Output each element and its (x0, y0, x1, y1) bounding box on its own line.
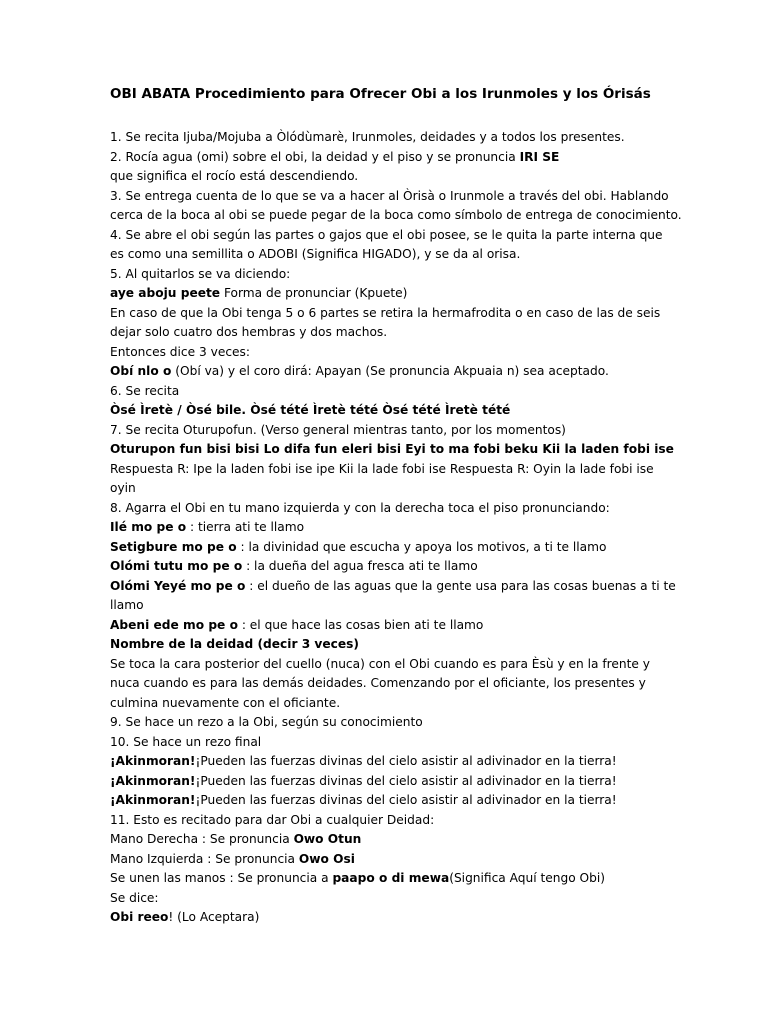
text-line: En caso de que la Obi tenga 5 o 6 partes se retira la hermafrodita o en caso de las de seis (110, 305, 661, 320)
text-line: Nombre de la deidad (decir 3 veces) (110, 637, 359, 651)
text-line: 7. Se recita Oturupofun. (Verso general mientras tanto, por los momentos) (110, 422, 566, 437)
text-line: Olómi Yeyé mo pe o : el dueño de las aguas que la gente usa para las cosas buenas a ti te (110, 578, 676, 593)
text-line: Mano Derecha : Se pronuncia Owo Otun (110, 832, 362, 846)
text-line: nuca cuando es para las demás deidades. Comenzando por el oficiante, los presentes y (110, 676, 646, 690)
text-line: 3. Se entrega cuenta de lo que se va a hacer al Òrisà o Irunmole a través del obi. Hablando (110, 188, 669, 203)
text-line: 2. Rocía agua (omi) sobre el obi, la deidad y el piso y se pronuncia IRI SE (110, 149, 560, 164)
text-line: Se toca la cara posterior del cuello (nuca) con el Obi cuando es para Èsù y en la frente y (110, 656, 650, 671)
text-line: 5. Al quitarlos se va diciendo: (110, 266, 291, 281)
text-line: ¡Akinmoran!¡Pueden las fuerzas divinas del cielo asistir al adivinador en la tierra! (110, 773, 617, 788)
text-line: cerca de la boca al obi se puede pegar de la boca como símbolo de entrega de conocimiento. (110, 208, 682, 222)
text-line: 4. Se abre el obi según las partes o gajos que el obi posee, se le quita la parte interna que (110, 227, 663, 242)
text-line: Setigbure mo pe o : la divinidad que escucha y apoya los motivos, a ti te llamo (110, 539, 607, 554)
text-line: ¡Akinmoran!¡Pueden las fuerzas divinas del cielo asistir al adivinador en la tierra! (110, 793, 617, 807)
text-line: Se unen las manos : Se pronuncia a paapo o di mewa(Significa Aquí tengo Obi) (110, 871, 606, 885)
text-line: aye aboju peete Forma de pronunciar (Kpuete) (110, 286, 408, 300)
text-line: Oturupon fun bisi bisi Lo difa fun eleri bisi Eyi to ma fobi beku Kii la laden fobi ise (110, 442, 674, 456)
text-line: dejar solo cuatro dos hembras y dos machos. (110, 325, 388, 339)
text-line: culmina nuevamente con el oficiante. (110, 695, 341, 710)
text-line: 1. Se recita Ijuba/Mojuba a Òlódùmarè, Irunmoles, deidades y a todos los presentes. (110, 130, 625, 144)
text-line: Mano Izquierda : Se pronuncia Owo Osi (110, 851, 355, 866)
text-line: Se dice: (110, 890, 159, 905)
text-line: Entonces dice 3 veces: (110, 344, 250, 359)
document-body (110, 128, 682, 928)
text-line: Obi reeo! (Lo Aceptara) (110, 910, 260, 924)
text-line: es como una semillita o ADOBI (Significa HIGADO), y se da al orisa. (110, 247, 521, 261)
text-line: que significa el rocío está descendiendo. (110, 169, 359, 183)
text-line: 9. Se hace un rezo a la Obi, según su conocimiento (110, 715, 423, 729)
text-line: Abeni ede mo pe o : el que hace las cosas bien ati te llamo (110, 617, 484, 632)
text-line: 10. Se hace un rezo final (110, 734, 262, 749)
text-line: Olómi tutu mo pe o : la dueña del agua fresca ati te llamo (110, 559, 478, 573)
text-line: Òsé Ìretè / Òsé bile. Òsé tété Ìretè tété Òsé tété Ìretè tété (110, 403, 511, 417)
text-line: Ilé mo pe o : tierra ati te llamo (110, 520, 305, 534)
text-line: ¡Akinmoran!¡Pueden las fuerzas divinas del cielo asistir al adivinador en la tierra! (110, 754, 617, 768)
text-line: Obí nlo o (Obí va) y el coro dirá: Apayan (Se pronuncia Akpuaia n) sea aceptado. (110, 364, 609, 378)
text-line: 6. Se recita (110, 383, 180, 398)
text-line: Respuesta R: Ipe la laden fobi ise ipe Kii la lade fobi ise Respuesta R: Oyin la lade fobi ise (110, 461, 654, 476)
text-line: 8. Agarra el Obi en tu mano izquierda y con la derecha toca el piso pronunciando: (110, 500, 610, 515)
text-line: oyin (110, 481, 136, 495)
document-title: OBI ABATA Procedimiento para Ofrecer Obi a los Irunmoles y los Órisás (110, 86, 651, 102)
text-line: llamo (110, 598, 144, 612)
text-line: 11. Esto es recitado para dar Obi a cualquier Deidad: (110, 812, 435, 827)
